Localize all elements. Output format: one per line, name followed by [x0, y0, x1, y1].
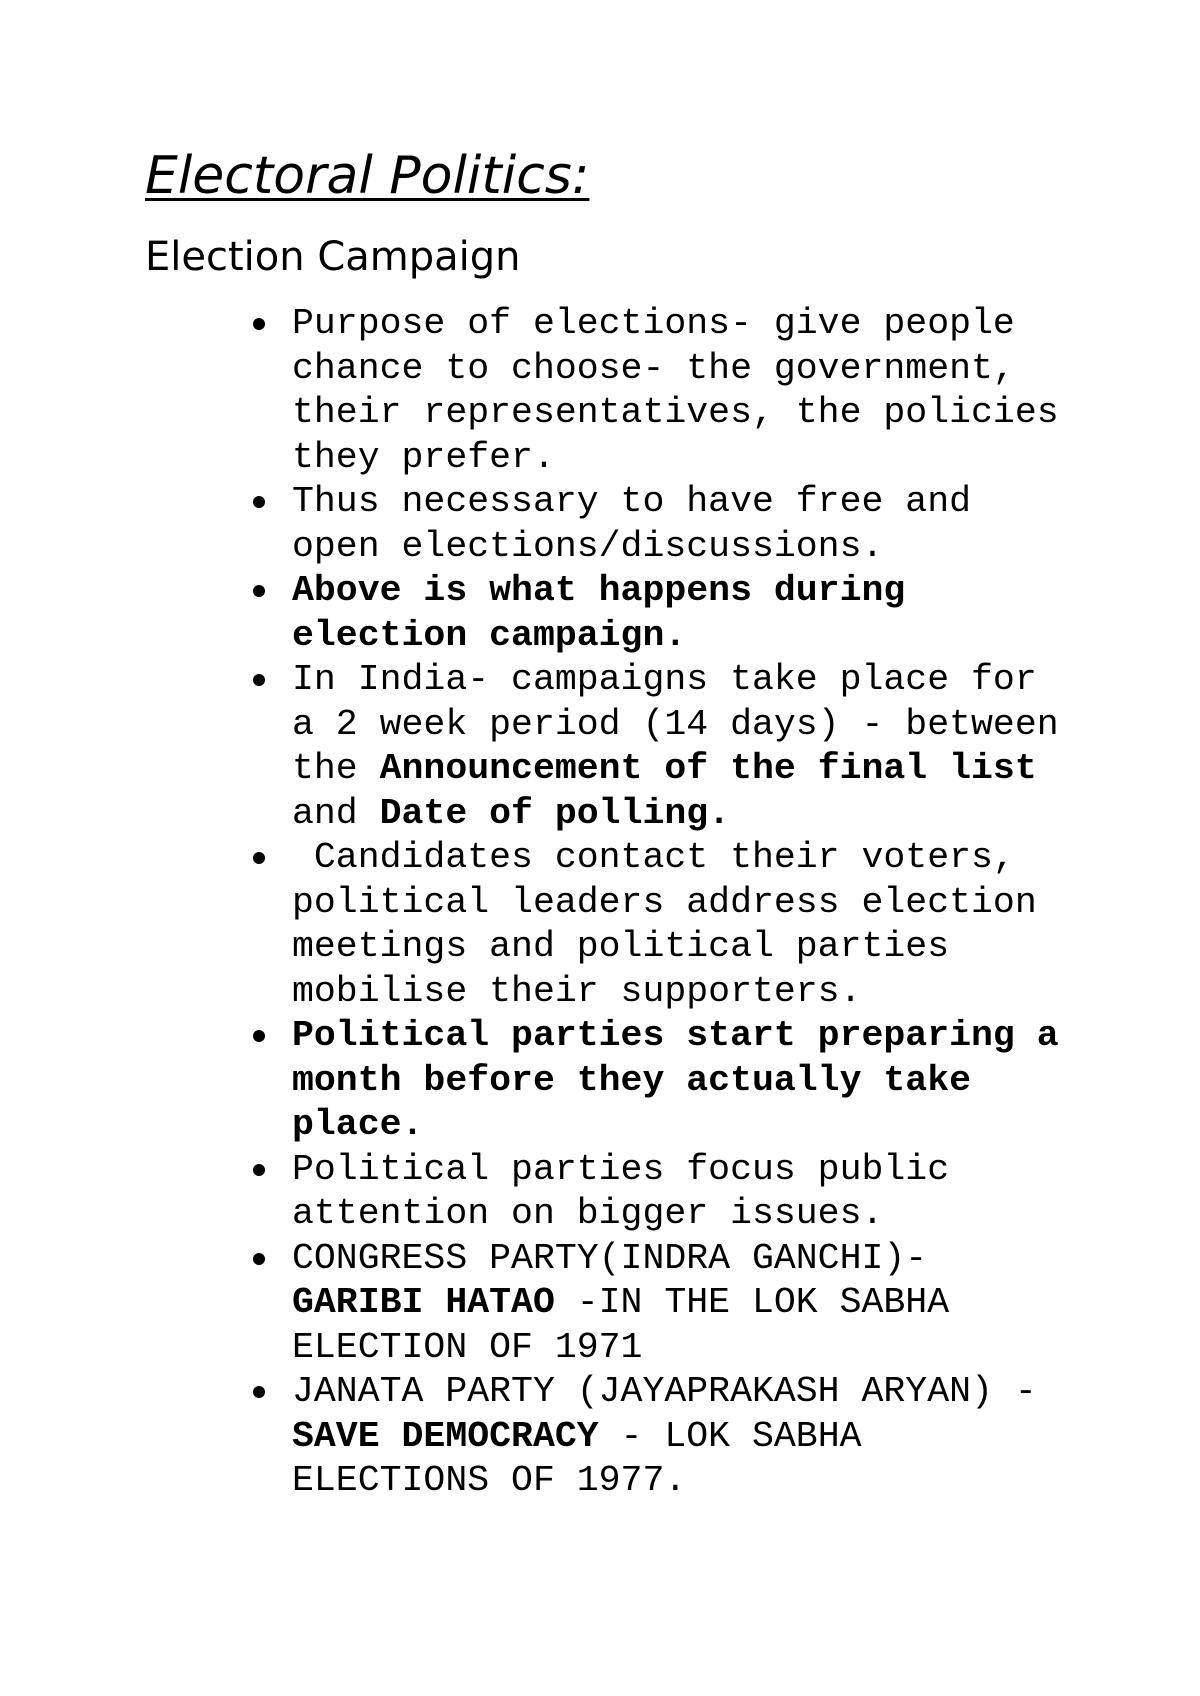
body-text: Purpose of elections- give people [292, 303, 1015, 344]
bullet-line [292, 1148, 1059, 1193]
body-text: their representatives, the policies [292, 392, 1059, 433]
bullet-dot-icon [253, 1030, 265, 1042]
body-text: and [292, 792, 380, 834]
bullet-line [292, 703, 1059, 748]
bullet-line [292, 747, 1059, 792]
bold-text: Political parties start preparing a [292, 1015, 1059, 1056]
bullet-line [292, 391, 1059, 436]
bullet-item [0, 836, 1037, 1014]
bold-text: GARIBI HATAO [292, 1282, 555, 1323]
bullet-item [0, 302, 1059, 480]
bullet-line [292, 1326, 1059, 1371]
bullet-dot-icon [253, 852, 265, 864]
bullet-item [0, 569, 906, 658]
bullet-line [292, 347, 1059, 392]
bullet-line [292, 658, 1059, 703]
bullet-line [292, 836, 1059, 881]
bullet-item [0, 1014, 1059, 1148]
bullet-line [292, 1281, 1059, 1326]
bullet-line [292, 1192, 1059, 1237]
bullet-dot-icon [253, 496, 265, 508]
bullet-line [292, 614, 1059, 659]
bullet-item [0, 1237, 950, 1371]
bullet-line [292, 569, 1059, 614]
bullet-dot-icon [253, 1164, 265, 1176]
body-text: Thus necessary to have free and [292, 481, 972, 522]
bullet-dot-icon [253, 1253, 265, 1265]
body-text: political leaders address election [292, 881, 1037, 923]
bullet-line [292, 1103, 1059, 1148]
body-text: attention on bigger issues. [292, 1193, 884, 1234]
bullet-line [292, 480, 1059, 525]
bold-text: Above is what happens during [292, 570, 906, 611]
bullet-dot-icon [253, 1386, 265, 1398]
bold-text: election campaign. [292, 614, 687, 656]
bullet-line [292, 1415, 1059, 1460]
bold-text: month before they actually take [292, 1059, 972, 1101]
section-heading: Election Campaign [145, 234, 521, 280]
bullet-dot-icon [253, 674, 265, 686]
bullet-line [292, 436, 1059, 481]
body-text: ELECTION OF 1971 [292, 1326, 643, 1368]
bullet-line [292, 302, 1059, 347]
bullet-line [292, 792, 1059, 837]
body-text: mobilise their supporters. [292, 970, 862, 1012]
bullet-line [292, 881, 1059, 926]
body-text: chance to choose- the government, [292, 347, 1015, 389]
bullet-list [0, 302, 1059, 1504]
bold-text: SAVE DEMOCRACY [292, 1415, 599, 1457]
bullet-item [0, 1370, 1037, 1504]
bullet-line [292, 1059, 1059, 1104]
bullet-item [0, 480, 972, 569]
bullet-line [292, 925, 1059, 970]
bullet-line [292, 970, 1059, 1015]
page-title: Electoral Politics: [145, 146, 590, 206]
body-text: a 2 week period (14 days) - between [292, 703, 1059, 745]
bold-text: place. [292, 1104, 424, 1145]
body-text: Political parties focus public [292, 1148, 950, 1190]
bullet-line [292, 525, 1059, 570]
body-text: JANATA PARTY (JAYAPRAKASH ARYAN) - [292, 1371, 1037, 1412]
bullet-item [0, 658, 1059, 836]
bullet-line [292, 1014, 1059, 1059]
body-text: meetings and political parties [292, 926, 950, 967]
body-text: CONGRESS PARTY(INDRA GANCHI)- [292, 1237, 928, 1279]
body-text: In India- campaigns take place for [292, 659, 1037, 700]
bullet-item [0, 1148, 950, 1237]
bold-text: Announcement of the final list [379, 748, 1037, 789]
bullet-line [292, 1459, 1059, 1504]
body-text: open elections/discussions. [292, 525, 884, 567]
body-text: the [292, 748, 380, 789]
bullet-line [292, 1370, 1059, 1415]
body-text: Candidates contact their voters, [292, 837, 1015, 878]
bullet-line [292, 1237, 1059, 1282]
body-text: ELECTIONS OF 1977. [292, 1460, 687, 1501]
bold-text: Date of polling. [379, 792, 731, 834]
body-text: -IN THE LOK SABHA [554, 1282, 950, 1323]
body-text: they prefer. [292, 436, 555, 478]
bullet-dot-icon [253, 318, 265, 330]
bullet-dot-icon [253, 585, 265, 597]
body-text: - LOK SABHA [598, 1415, 862, 1457]
